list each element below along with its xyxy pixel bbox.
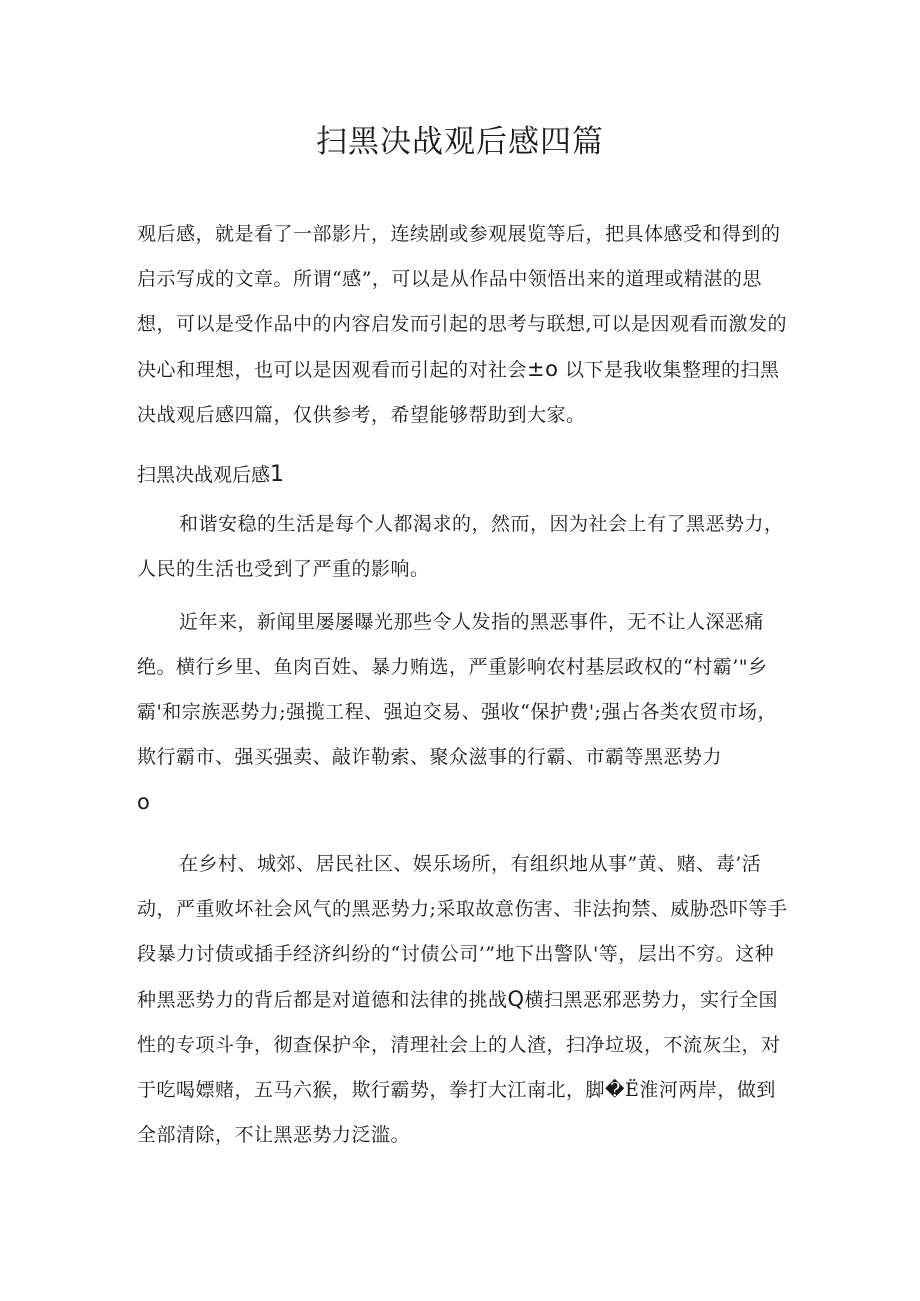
section-heading-text: 扫黑决战观后感: [137, 464, 271, 486]
paragraph-1: 和谐安稳的生活是每个人都渴求的，然而，因为社会上有了黑恶势力，人民的生活也受到了严重的影响。: [137, 513, 784, 580]
paragraph-3-part1: 在乡村、城郊、居民社区、娱乐场所，有组织地从事”黄、赌、毒’活动，严重败坏社会风气的黑恶势力;采取故意伤害、非法拘禁、威胁恐吓等手段暴力讨债或插手经济纠纷的“讨债公司’”地下出警队'等，层出不穷。这种种黑恶势力的背后都是对道德和法律的挑战: [137, 853, 788, 1011]
section-heading-number: 1: [270, 462, 285, 487]
intro-glyph: ±o: [527, 357, 559, 381]
paragraph-2-text: 近年来，新闻里屡屡曝光那些令人发指的黑恶事件，无不让人深恶痛绝。横行乡里、鱼肉百姓、暴力贿选，严重影响农村基层政权的“村霸’"乡霸'和宗族恶势力;强揽工程、强迫交易、强收“保护费';强占各类农贸市场，欺行霸市、强买强卖、敲诈勒索、聚众滋事的行霸、市霸等黑恶势力: [137, 611, 777, 768]
document-title: 扫黑决战观后感四篇: [316, 124, 604, 160]
paragraph-2: [137, 600, 793, 826]
paragraph-3-part2: 横扫黑恶邪恶势力，实行全国性的专项斗争，彻查保护伞，清理社会上的人渣，扫净垃圾，不流灰尘，对于吃喝嫖赌，五马六猴，欺行霸势，拳打大江南北，脚�Ё淮河两岸，做到全部清除，不让黑恶势力泛滥。: [137, 989, 781, 1146]
intro-text-part2: 以下是我收集整理的扫黑决战观后感四篇，仅供参考，希望能够帮助到大家。: [137, 359, 780, 426]
section-heading: [137, 460, 284, 490]
intro-paragraph: [137, 212, 793, 438]
paragraph-3-glyph: Q: [507, 987, 525, 1011]
intro-text-part1: 观后感，就是看了一部影片，连续剧或参观展览等后，把具体感受和得到的启示写成的文章。所谓“感”，可以是从作品中领悟出来的道理或精湛的思想，可以是受作品中的内容启发而引起的思考与联想,可以是因观看而激发的决心和理想，也可以是因观看而引起的对社会: [137, 223, 788, 381]
paragraph-3: [137, 842, 793, 1158]
paragraph-2-ending: o: [137, 790, 151, 814]
